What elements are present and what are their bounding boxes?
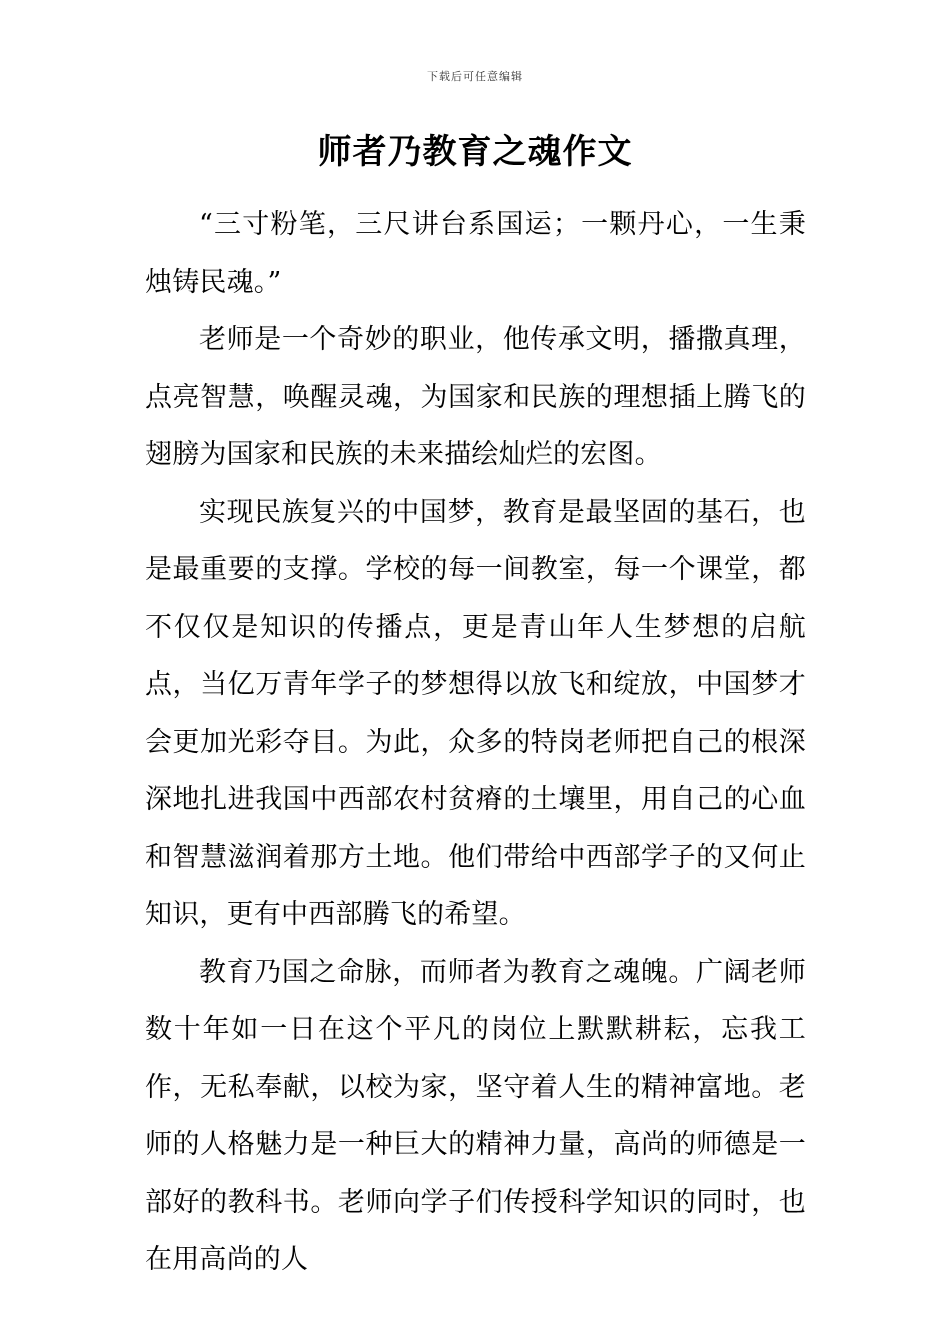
document-title: 师者乃教育之魂作文 [317,132,633,172]
paragraph-3: 实现民族复兴的中国梦，教育是最坚固的基石，也是最重要的支撑。学校的每一间教室，每一个课堂，都不仅仅是知识的传播点，更是青山年人生梦想的启航点，当亿万青年学子的梦想得以放飞和绽放，中国梦才会更加光彩夺目。为此，众多的特岗老师把自己的根深深地扎进我国中西部农村贫瘠的土壤里，用自己的心血和智慧滋润着那方土地。他们带给中西部学子的又何止知识，更有中西部腾飞的希望。 [145,496,806,930]
paragraph-1: “三寸粉笔，三尺讲台系国运；一颗丹心，一生秉烛铸民魂。” [145,209,806,298]
paragraph-2: 老师是一个奇妙的职业，他传承文明，播撒真理，点亮智慧，唤醒灵魂，为国家和民族的理想插上腾飞的翅膀为国家和民族的未来描绘灿烂的宏图。 [145,324,806,470]
document-body [145,196,806,1289]
header-note: 下载后可任意编辑 [427,70,523,83]
paragraph-4: 教育乃国之命脉，而师者为教育之魂魄。广阔老师数十年如一日在这个平凡的岗位上默默耕耘，忘我工作，无私奉献，以校为家，坚守着人生的精神富地。老师的人格魅力是一种巨大的精神力量，高尚的师德是一部好的教科书。老师向学子们传授科学知识的同时，也在用高尚的人 [145,956,806,1275]
